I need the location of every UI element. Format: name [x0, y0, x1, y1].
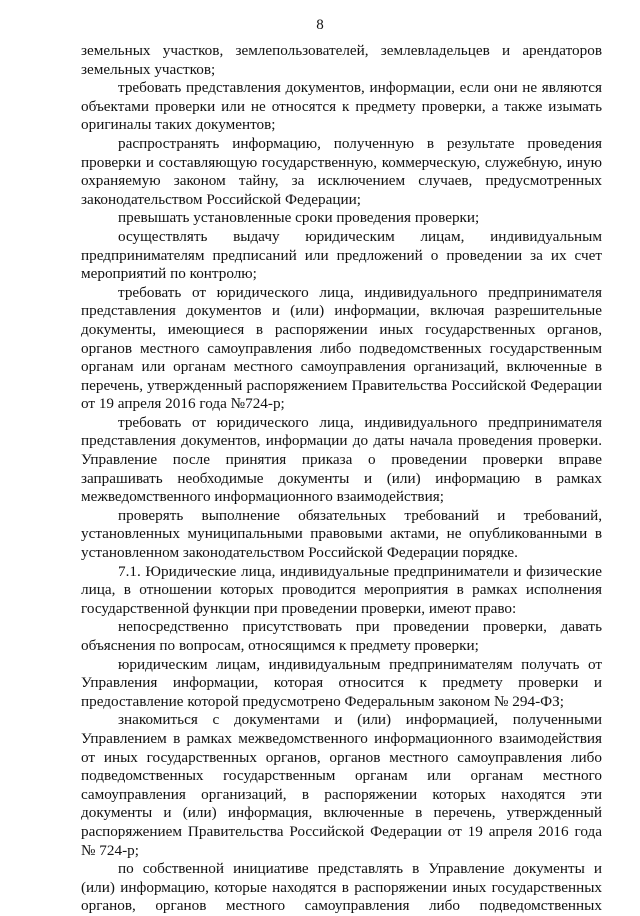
- text-line: органов, органов местного самоуправления либо подведомственных: [81, 897, 602, 915]
- text-line: объяснения по вопросам, относящимся к предмету проверки;: [81, 637, 479, 654]
- text-line: Управления информации, которая относится к предмету проверки и: [81, 674, 602, 692]
- paragraph: [81, 656, 602, 712]
- text-line: лица, в отношении которых проводится мероприятия в рамках исполнения: [81, 581, 602, 599]
- paragraph: [81, 507, 602, 563]
- text-line: юридическим лицам, индивидуальным предпринимателям получать от: [118, 655, 602, 673]
- text-line: органам или органам местного самоуправления организаций, включенные в: [81, 358, 602, 376]
- text-line: оригиналы таких документов;: [81, 116, 276, 134]
- text-line: документы и (или) информация, включенные в перечень, утвержденный: [81, 804, 602, 822]
- text-line: знакомиться с документами и (или) информацией, полученными: [118, 711, 602, 729]
- text-line: органов местного самоуправления либо подведомственных государственным: [81, 339, 602, 357]
- paragraph: [81, 284, 602, 414]
- text-line: охраняемую законом тайну, за исключением случаев, предусмотренных: [81, 172, 602, 190]
- text-line: мероприятий по контролю;: [81, 265, 257, 283]
- text-line: государственной функции при проведении проверки, имеют право:: [81, 599, 517, 617]
- text-line: требовать от юридического лица, индивидуального предпринимателя: [118, 413, 602, 431]
- paragraph: [81, 860, 602, 916]
- text-line: Управление после принятия приказа о проведении проверки вправе: [81, 451, 602, 469]
- text-line: земельных участков, землепользователей, землевладельцев и арендаторов: [81, 42, 602, 59]
- paragraph: [81, 711, 602, 860]
- text-line: объектами проверки или не относятся к предмету проверки, а также изымать: [81, 97, 602, 115]
- text-line: непосредственно присутствовать при проведении проверки, давать: [118, 618, 602, 636]
- text-line: земельных участков;: [81, 60, 216, 78]
- text-line: от иных государственных органов, органов местного самоуправления либо: [81, 748, 602, 766]
- text-line: по собственной инициативе представлять в Управление документы и: [118, 860, 602, 878]
- text-line: распространять информацию, полученную в результате проведения: [118, 134, 602, 152]
- text-line: перечень, утвержденный распоряжением Правительства Российской Федерации: [81, 376, 602, 394]
- paragraph: [81, 42, 602, 79]
- text-line: требовать от юридического лица, индивидуального предпринимателя: [118, 283, 602, 301]
- text-line: представления документов и (или) информации, включая разрешительные: [81, 302, 602, 320]
- text-line: законодательством Российской Федерации;: [81, 190, 361, 208]
- paragraph: [81, 135, 602, 209]
- text-line: запрашивать необходимые документы и (или) информацию в рамках: [81, 469, 602, 487]
- text-line: № 724-р;: [81, 841, 139, 859]
- text-line: проверки и составляющую государственную, коммерческую, служебную, иную: [81, 153, 602, 171]
- paragraph: [81, 563, 602, 619]
- text-line: осуществлять выдачу юридическим лицам, индивидуальным: [118, 227, 602, 245]
- text-line: проверять выполнение обязательных требований и требований,: [118, 506, 602, 524]
- text-line: установленных муниципальными правовыми актами, не опубликованными в: [81, 525, 602, 543]
- text-line: превышать установленные сроки проведения проверки;: [118, 209, 480, 227]
- text-line: предпринимателям предписаний или предложений о проведении за их счет: [81, 246, 602, 264]
- text-line: распоряжением Правительства Российской Федерации от 19 апреля 2016 года: [81, 822, 602, 840]
- text-line: предоставление которой предусмотрено Федеральным законом № 294-ФЗ;: [81, 692, 564, 710]
- paragraph: [81, 618, 602, 655]
- text-line: установленном законодательством Российской Федерации порядке.: [81, 544, 518, 562]
- text-line: межведомственного информационного взаимодействия;: [81, 488, 444, 506]
- text-line: самоуправления организаций, в распоряжении которых находятся эти: [81, 785, 602, 803]
- text-line: представления документов, информации до даты начала проведения проверки.: [81, 432, 602, 450]
- paragraph: [81, 414, 602, 507]
- text-line: Управлением в рамках межведомственного информационного взаимодействия: [81, 729, 602, 747]
- text-line: от 19 апреля 2016 года №724-р;: [81, 395, 285, 413]
- document-body: [81, 42, 602, 916]
- paragraph: [81, 228, 602, 284]
- text-line: требовать представления документов, информации, если они не являются: [118, 79, 602, 97]
- text-line: 7.1. Юридические лица, индивидуальные предприниматели и физические: [118, 562, 602, 580]
- paragraph: [81, 209, 602, 228]
- text-line: (или) информацию, которые находятся в распоряжении иных государственных: [81, 878, 602, 896]
- paragraph: [81, 79, 602, 135]
- page-number: 8: [316, 17, 324, 33]
- text-line: подведомственных государственным органам или органам местного: [81, 767, 602, 785]
- text-line: документы, имеющиеся в распоряжении иных государственных органов,: [81, 320, 602, 338]
